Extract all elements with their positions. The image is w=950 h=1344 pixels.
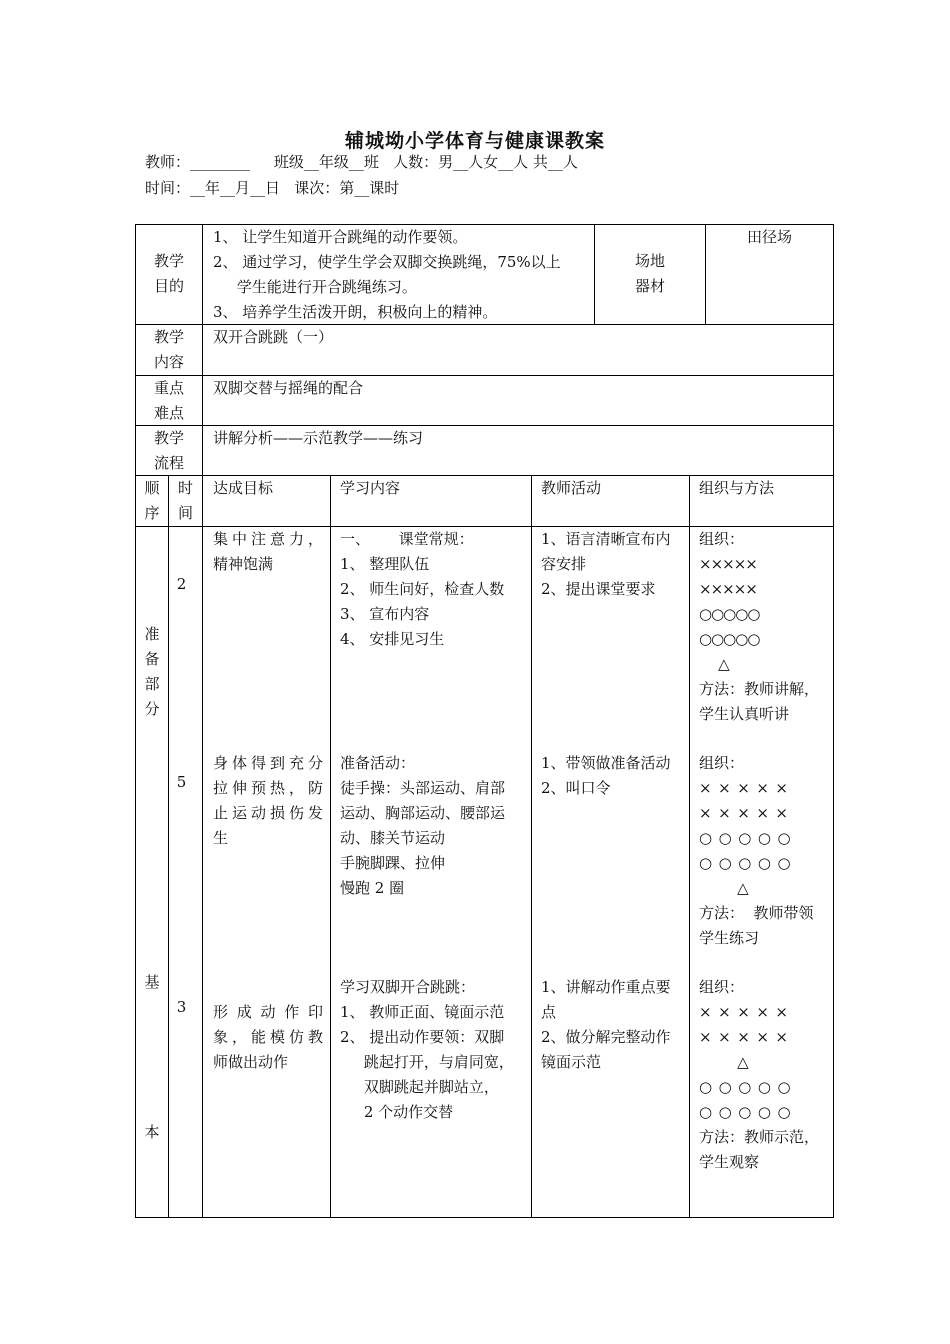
row-org xyxy=(699,751,831,951)
table-col-rule xyxy=(689,475,690,1218)
section-label-basic-1: 基 xyxy=(144,973,160,991)
row-content-line: 准备活动： xyxy=(340,754,416,772)
row-org-line: 组织： xyxy=(699,754,745,772)
row-time: 5 xyxy=(176,773,187,791)
row-time: 2 xyxy=(176,575,187,593)
objectives-text xyxy=(213,225,593,325)
row-org xyxy=(699,527,831,727)
objectives-label xyxy=(136,249,202,299)
row-content-line: 动、膝关节运动 xyxy=(340,829,446,847)
section-label-basic-2: 本 xyxy=(144,1123,160,1141)
row-content-line: 1、 整理队伍 xyxy=(340,555,430,573)
formation-line: ○ ○ ○ ○ ○ xyxy=(699,829,790,847)
row-time: 3 xyxy=(176,998,187,1016)
keypoint-label-line: 难点 xyxy=(153,404,184,422)
row-content-line: 学习双脚开合跳跳： xyxy=(340,978,476,996)
row-goal xyxy=(213,527,323,577)
row-goal-line: 形成动作印 xyxy=(213,1003,323,1021)
row-goal xyxy=(213,1000,323,1075)
row-content-line: 一、 课堂常规： xyxy=(340,530,474,548)
objective-item: 学生能进行开合跳绳练习。 xyxy=(213,278,417,296)
row-content xyxy=(340,527,530,652)
row-content xyxy=(340,751,530,901)
table-border-bottom xyxy=(135,1217,834,1218)
row-goal-line: 生 xyxy=(213,829,229,847)
teacher-marker: △ xyxy=(699,655,730,673)
row-goal-line: 集中注意力， xyxy=(213,530,323,548)
table-border-right xyxy=(833,224,834,1218)
row-content-line: 2 个动作交替 xyxy=(340,1103,454,1121)
row-goal-line: 止运动损伤发 xyxy=(213,804,323,822)
row-goal-line: 拉伸预热，防 xyxy=(213,779,323,797)
row-teacher-line: 镜面示范 xyxy=(541,1053,602,1071)
col-header-goal: 达成目标 xyxy=(213,479,274,497)
row-teacher xyxy=(541,527,686,602)
row-content-line: 2、 师生问好，检查人数 xyxy=(340,580,505,598)
col-header-org: 组织与方法 xyxy=(699,479,775,497)
row-org-line: 学生观察 xyxy=(699,1153,760,1171)
table-col-rule xyxy=(202,224,203,1218)
col-header-order xyxy=(136,476,168,526)
formation-line: × × × × × xyxy=(699,779,787,797)
row-org-line: 组织： xyxy=(699,530,745,548)
row-teacher-line: 点 xyxy=(541,1003,557,1021)
formation-line: × × × × × xyxy=(699,804,787,822)
row-goal-line: 身体得到充分 xyxy=(213,754,323,772)
row-org xyxy=(699,975,831,1175)
objectives-label-line: 目的 xyxy=(153,277,184,295)
objective-item: 2、 通过学习，使学生学会双脚交换跳绳，75%以上 xyxy=(213,253,561,271)
keypoint-label xyxy=(136,376,202,426)
header-line-time-session: 时间：__年__月__日 课次：第__课时 xyxy=(145,179,400,197)
row-goal-line: 象，能模仿教 xyxy=(213,1028,323,1046)
row-org-line: 方法：教师讲解， xyxy=(699,680,820,698)
objective-item: 3、 培养学生活泼开朗，积极向上的精神。 xyxy=(213,303,498,321)
section-label-char: 部 xyxy=(144,675,160,693)
venue-label-line: 场地 xyxy=(634,252,665,270)
formation-line: × × × × × xyxy=(699,1003,787,1021)
row-teacher xyxy=(541,975,686,1075)
process-label-line: 教学 xyxy=(153,429,184,447)
row-content-line: 跳起打开，与肩同宽， xyxy=(340,1053,514,1071)
process-label-line: 流程 xyxy=(153,454,184,472)
content-label-line: 内容 xyxy=(153,353,184,371)
row-teacher-line: 2、做分解完整动作 xyxy=(541,1028,671,1046)
row-content-line: 2、 提出动作要领：双脚 xyxy=(340,1028,505,1046)
col-header-order-line: 序 xyxy=(144,504,160,522)
page-title: 辅城坳小学体育与健康课教案 xyxy=(344,130,605,152)
row-content-line: 徒手操：头部运动、肩部 xyxy=(340,779,506,797)
row-teacher-line: 1、语言清晰宣布内 xyxy=(541,530,671,548)
row-teacher-line: 2、提出课堂要求 xyxy=(541,580,656,598)
row-teacher-line: 容安排 xyxy=(541,555,587,573)
formation-line: × × × × × xyxy=(699,1028,787,1046)
formation-line: ××××× xyxy=(699,555,757,573)
section-label-char: 分 xyxy=(144,700,160,718)
row-goal-line: 精神饱满 xyxy=(213,555,274,573)
row-teacher-line: 2、叫口令 xyxy=(541,779,611,797)
objectives-label-line: 教学 xyxy=(153,252,184,270)
row-teacher-line: 1、讲解动作重点要 xyxy=(541,978,671,996)
row-org-line: 方法：教师示范， xyxy=(699,1128,820,1146)
col-header-teacher: 教师活动 xyxy=(541,479,602,497)
row-content-line: 运动、胸部运动、腰部运 xyxy=(340,804,506,822)
table-col-rule xyxy=(531,475,532,1218)
row-content-line: 4、 安排见习生 xyxy=(340,630,445,648)
objective-item: 1、 让学生知道开合跳绳的动作要领。 xyxy=(213,228,468,246)
content-label-line: 教学 xyxy=(153,328,184,346)
row-content-line: 慢跑 2 圈 xyxy=(340,879,405,897)
teacher-marker: △ xyxy=(699,879,749,897)
col-header-time xyxy=(169,476,202,526)
formation-line: ○ ○ ○ ○ ○ xyxy=(699,1103,790,1121)
row-org-line: 学生练习 xyxy=(699,929,760,947)
process-value: 讲解分析——示范教学——练习 xyxy=(213,429,424,447)
row-content-line: 双脚跳起并脚站立， xyxy=(340,1078,499,1096)
row-org-line: 方法： 教师带领 xyxy=(699,904,814,922)
keypoint-label-line: 重点 xyxy=(153,379,184,397)
row-content xyxy=(340,975,530,1125)
col-header-time-line: 间 xyxy=(177,504,193,522)
venue-label-line: 器材 xyxy=(634,277,665,295)
header-line-teacher-class: 教师：________ 班级__年级__班 人数：男__人女__人 共__人 xyxy=(145,153,578,171)
venue-label xyxy=(595,249,705,299)
row-teacher-line: 1、带领做准备活动 xyxy=(541,754,671,772)
row-org-line: 组织： xyxy=(699,978,745,996)
formation-line: ××××× xyxy=(699,580,757,598)
table-col-rule xyxy=(330,475,331,1218)
row-org-line: 学生认真听讲 xyxy=(699,705,790,723)
section-label-prep xyxy=(140,622,164,722)
row-teacher xyxy=(541,751,686,801)
content-label xyxy=(136,325,202,375)
teacher-marker: △ xyxy=(699,1053,749,1071)
row-goal-line: 师做出动作 xyxy=(213,1053,289,1071)
process-label xyxy=(136,426,202,476)
formation-line: ○○○○○ xyxy=(699,630,760,648)
formation-line: ○ ○ ○ ○ ○ xyxy=(699,854,790,872)
row-content-line: 手腕脚踝、拉伸 xyxy=(340,854,446,872)
row-content-line: 1、 教师正面、镜面示范 xyxy=(340,1003,505,1021)
content-value: 双开合跳跳（一） xyxy=(213,328,334,346)
row-goal xyxy=(213,751,323,851)
formation-line: ○ ○ ○ ○ ○ xyxy=(699,1078,790,1096)
col-header-content: 学习内容 xyxy=(340,479,401,497)
col-header-order-line: 顺 xyxy=(144,479,160,497)
venue-value: 田径场 xyxy=(746,228,792,246)
row-content-line: 3、 宣布内容 xyxy=(340,605,430,623)
section-label-char: 备 xyxy=(144,650,160,668)
section-label-char: 准 xyxy=(144,625,160,643)
formation-line: ○○○○○ xyxy=(699,605,760,623)
keypoint-value: 双脚交替与摇绳的配合 xyxy=(213,379,364,397)
col-header-time-line: 时 xyxy=(177,479,193,497)
